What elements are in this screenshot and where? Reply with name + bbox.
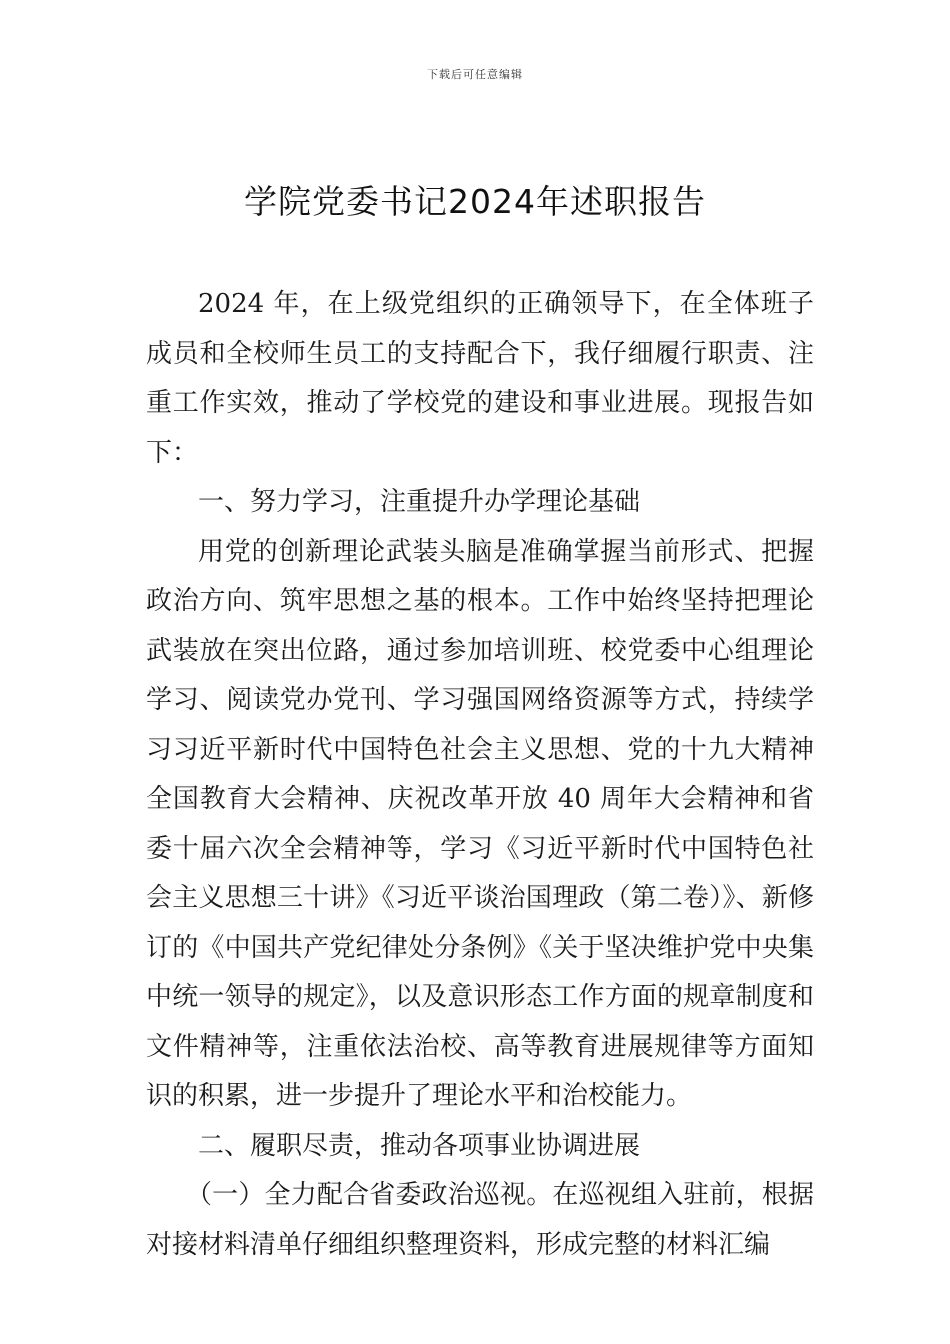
header-note: 下载后可任意编辑	[427, 68, 523, 81]
document-body	[146, 280, 814, 1270]
paragraph-intro: 2024 年，在上级党组织的正确领导下，在全体班子成员和全校师生员工的支持配合下，我仔细履行职责、注重工作实效，推动了学校党的建设和事业进展。现报告如下：	[146, 289, 814, 468]
section-heading-2: 二、履职尽责，推动各项事业协调进展	[198, 1130, 641, 1161]
document-title: 学院党委书记2024年述职报告	[244, 182, 706, 221]
section-heading-1: 一、努力学习，注重提升办学理论基础	[198, 487, 641, 517]
paragraph-section-2-item-1: （一）全力配合省委政治巡视。在巡视组入驻前，根据对接材料清单仔细组织整理资料，形成完整的材料汇编	[146, 1180, 814, 1260]
paragraph-section-1: 用党的创新理论武装头脑是准确掌握当前形式、把握政治方向、筑牢思想之基的根本。工作中始终坚持把理论武装放在突出位路，通过参加培训班、校党委中心组理论学习、阅读党办党刊、学习强国网络资源等方式，持续学习习近平新时代中国特色社会主义思想、党的十九大精神全国教育大会精神、庆祝改革开放 40 周年大会精神和省委十届六次全会精神等，学习《习近平新时代中国特色社会主义思想三十讲》《习近平谈治国理政（第二卷）》、新修订的《中国共产党纪律处分条例》《关于坚决维护党中央集中统一领导的规定》，以及意识形态工作方面的规章制度和文件精神等，注重依法治校、高等教育进展规律等方面知识的积累，进一步提升了理论水平和治校能力。	[146, 536, 814, 1111]
